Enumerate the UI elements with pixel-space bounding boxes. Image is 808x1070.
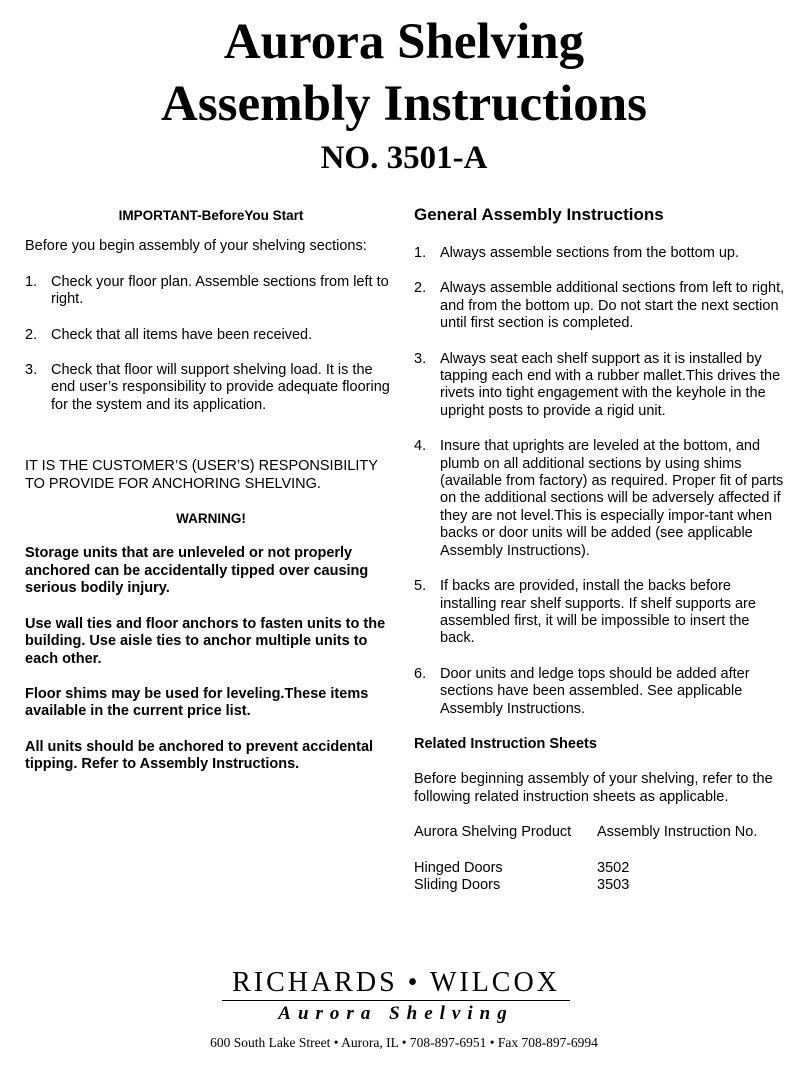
company-address: 600 South Lake Street • Aurora, IL • 708-897-6951 • Fax 708-897-6994	[210, 1035, 598, 1050]
title-line-2: Assembly Instructions	[161, 76, 647, 132]
list-item: 1. Always assemble sections from the bottom up.	[414, 245, 739, 261]
list-item: 3. Always seat each shelf support as it is installed by tapping each end with a rubber mallet.This drives the rivets into tight engagement with the keyhole in the upright posts to provide a rigid unit.	[414, 350, 781, 419]
list-item: 1. Check your floor plan. Assemble sections from left to right.	[25, 273, 389, 308]
list-item: 2. Check that all items have been received.	[25, 326, 313, 343]
related-table	[414, 824, 786, 841]
warning-text: Floor shims may be used for leveling.These items available in the current price list.	[25, 685, 369, 720]
anchoring-responsibility: IT IS THE CUSTOMER’S (USER’S) RESPONSIBILITY TO PROVIDE FOR ANCHORING SHELVING.	[25, 458, 378, 492]
left-column	[25, 205, 397, 774]
important-heading: IMPORTANT-BeforeYou Start	[118, 208, 304, 223]
warning-text: Use wall ties and floor anchors to fasten units to the building. Use aisle ties to anchor multiple units to each other.	[25, 615, 386, 667]
company-logo	[222, 966, 570, 1025]
list-item: 3. Check that floor will support shelving load. It is the end user’s responsibility to provide adequate flooring for the system and its application.	[25, 362, 390, 413]
related-heading: Related Instruction Sheets	[414, 735, 597, 752]
intro-text: Before you begin assembly of your shelving sections:	[25, 238, 367, 255]
instruction-number: NO. 3501-A	[320, 140, 488, 176]
table-header: Aurora Shelving Product	[414, 824, 572, 841]
list-item: 2. Always assemble additional sections from left to right, and from the bottom up. Do not start the next section until first section is completed.	[414, 280, 785, 332]
related-intro: Before beginning assembly of your shelving, refer to the following related instruction sheets as applicable.	[414, 771, 773, 805]
table-row: Sliding Doors 3503	[414, 876, 630, 893]
table-row: Hinged Doors 3502	[414, 859, 630, 876]
general-heading: General Assembly Instructions	[414, 205, 664, 224]
table-header: Assembly Instruction No.	[597, 824, 758, 841]
logo-divider	[222, 1000, 570, 1001]
before-start-list	[25, 274, 397, 414]
list-item: 6. Door units and ledge tops should be added after sections have been assembled. See applicable Assembly Instructions.	[414, 665, 750, 717]
company-name: RICHARDS • WILCOX	[232, 967, 560, 998]
list-item: 5. If backs are provided, install the backs before installing rear shelf supports. If shelf supports are assembled first, it will be impossible to insert the back.	[414, 578, 756, 647]
right-column	[414, 205, 786, 894]
warning-heading: WARNING!	[176, 511, 246, 527]
warning-text: All units should be anchored to prevent accidental tipping. Refer to Assembly Instructions.	[25, 738, 374, 773]
title-line-1: Aurora Shelving	[223, 14, 585, 70]
brand-name: Aurora Shelving	[278, 1003, 514, 1024]
warning-text: Storage units that are unleveled or not properly anchored can be accidentally tipped over causing serious bodily injury.	[25, 545, 369, 597]
list-item: 4. Insure that uprights are leveled at the bottom, and plumb on all additional sections by using shims (available from factory) as required. Proper fit of parts on the additional sections will be adversely affected if they are not level.This is especially impor-tant when backs or door units will be added (see applicable Assembly Instructions).	[414, 438, 784, 559]
assembly-steps-list	[414, 245, 786, 718]
